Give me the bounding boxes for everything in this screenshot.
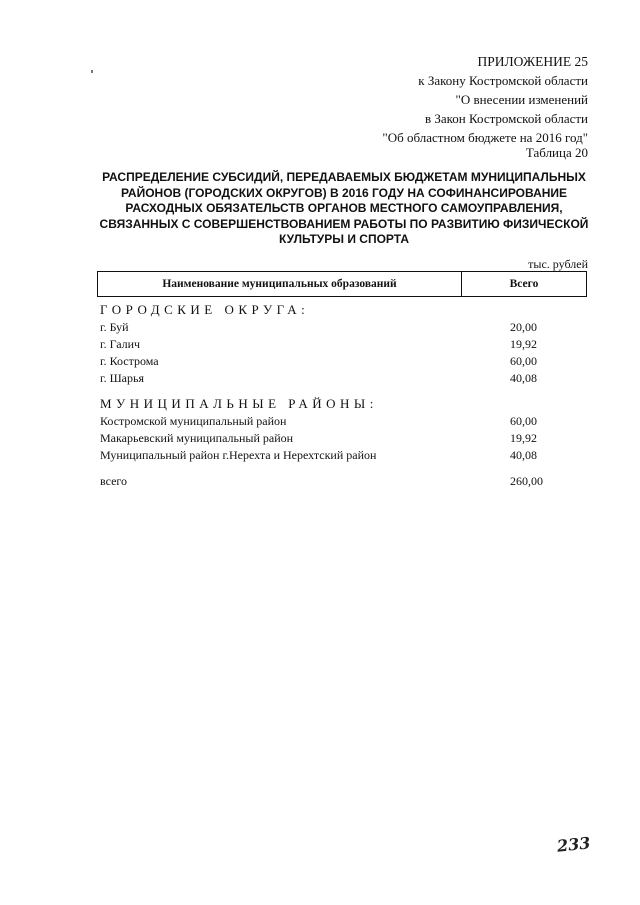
row-name: г. Кострома	[100, 354, 159, 368]
appendix-line-2: "О внесении изменений	[455, 92, 588, 107]
row-name: г. Шарья	[100, 371, 144, 385]
title-line-5: КУЛЬТУРЫ И СПОРТА	[278, 232, 409, 246]
row-value: 60,00	[510, 354, 537, 368]
title-line-1: РАСПРЕДЕЛЕНИЕ СУБСИДИЙ, ПЕРЕДАВАЕМЫХ БЮДЖЕТАМ МУНИЦИПАЛЬНЫХ	[102, 170, 586, 184]
section-title: МУНИЦИПАЛЬНЫЕ РАЙОНЫ:	[100, 396, 378, 411]
handwritten-page-number: 233	[555, 833, 591, 856]
appendix-line-4: "Об областном бюджете на 2016 год"	[382, 130, 588, 145]
column-header-total: Всего	[509, 278, 539, 290]
row-name: Костромской муниципальный район	[100, 414, 287, 428]
title-line-4: СВЯЗАННЫХ С СОВЕРШЕНСТВОВАНИЕМ РАБОТЫ ПО РАЗВИТИЮ ФИЗИЧЕСКОЙ	[99, 216, 589, 231]
row-name: г. Галич	[100, 337, 141, 351]
section-title: ГОРОДСКИЕ ОКРУГА:	[100, 302, 310, 317]
row-name: Муниципальный район г.Нерехта и Нерехтский район	[100, 448, 377, 462]
row-value: 20,00	[510, 320, 537, 334]
row-value: 40,08	[510, 371, 537, 385]
table-row	[100, 353, 587, 370]
table-row	[100, 447, 587, 464]
total-label: всего	[100, 474, 128, 488]
row-value: 60,00	[510, 414, 537, 428]
table-row	[100, 430, 587, 447]
row-name: г. Буй	[100, 320, 129, 334]
units-label: тыс. рублей	[528, 257, 588, 271]
row-name: Макарьевский муниципальный район	[100, 431, 294, 445]
table-row	[100, 370, 587, 387]
scan-speck	[91, 70, 93, 73]
row-value: 19,92	[510, 337, 537, 351]
table-header	[97, 271, 587, 297]
section-city-districts	[100, 300, 587, 387]
appendix-header	[382, 52, 588, 147]
section-municipal-districts	[100, 394, 587, 464]
row-value: 40,08	[510, 448, 537, 462]
document-title	[96, 170, 592, 248]
appendix-line-3: в Закон Костромской области	[424, 111, 588, 126]
table-number: Таблица 20	[525, 145, 588, 160]
table-row	[100, 319, 587, 336]
title-line-3: РАСХОДНЫХ ОБЯЗАТЕЛЬСТВ ОРГАНОВ МЕСТНОГО САМОУПРАВЛЕНИЯ,	[125, 201, 563, 215]
column-header-name: Наименование муниципальных образований	[98, 272, 462, 296]
table-row	[100, 413, 587, 430]
row-value: 19,92	[510, 431, 537, 445]
table-row	[100, 336, 587, 353]
title-line-2: РАЙОНОВ (ГОРОДСКИХ ОКРУГОВ) В 2016 ГОДУ НА СОФИНАНСИРОВАНИЕ	[120, 185, 568, 200]
total-value: 260,00	[510, 474, 543, 488]
total-row	[100, 473, 587, 490]
appendix-line-1: к Закону Костромской области	[418, 73, 588, 88]
appendix-number: ПРИЛОЖЕНИЕ 25	[477, 54, 588, 69]
